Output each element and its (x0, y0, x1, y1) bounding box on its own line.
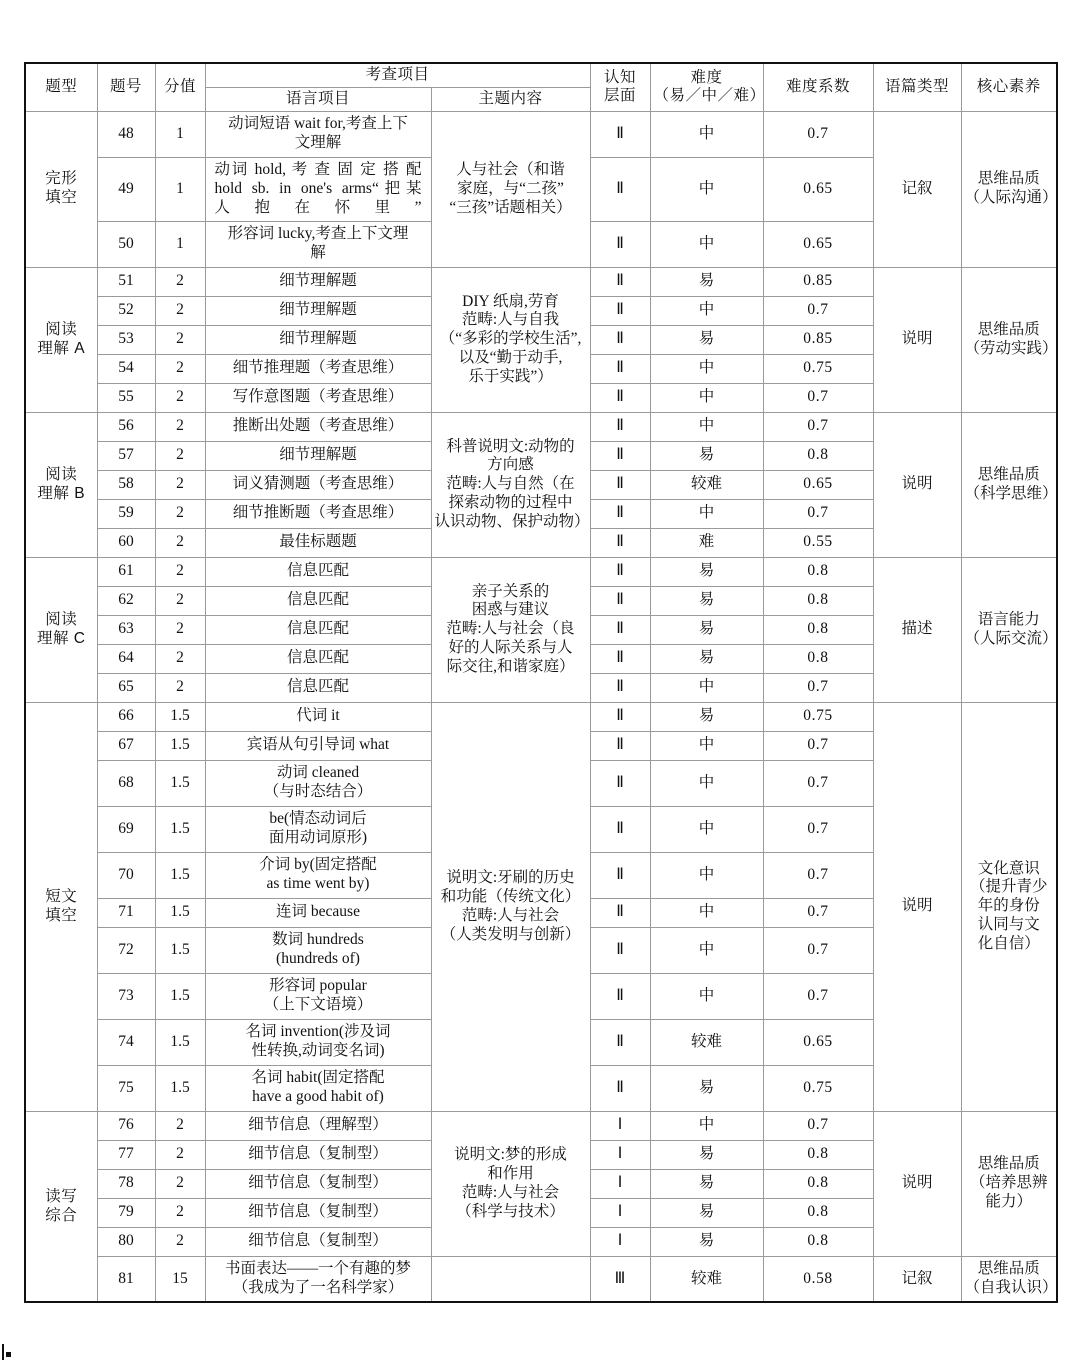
cell-question-number: 81 (97, 1256, 155, 1302)
cell-difficulty-coefficient: 0.75 (763, 1065, 873, 1111)
cell-language-item: 细节信息（复制型） (205, 1198, 431, 1227)
cell-difficulty-coefficient: 0.65 (763, 470, 873, 499)
cell-language-item: 动词 cleaned （与时态结合） (205, 760, 431, 806)
cell-difficulty-coefficient: 0.65 (763, 1019, 873, 1065)
cell-score: 2 (155, 441, 205, 470)
cell-language-item: 动词 hold, 考 查 固 定 搭 配 hold sb. in one's arms“把某 人抱在怀里” (205, 157, 431, 221)
table-header (25, 63, 1057, 111)
cell-cognitive-level: Ⅰ (590, 1111, 650, 1140)
cell-difficulty-coefficient: 0.7 (763, 383, 873, 412)
cell-score: 1.5 (155, 760, 205, 806)
cell-topic-content (431, 1256, 590, 1302)
cell-score: 1.5 (155, 898, 205, 927)
cell-score: 15 (155, 1256, 205, 1302)
cell-difficulty: 中 (650, 760, 763, 806)
table-body (25, 111, 1057, 1302)
cell-difficulty: 易 (650, 702, 763, 731)
cell-difficulty: 中 (650, 731, 763, 760)
header-text-type: 语篇类型 (873, 63, 961, 111)
cell-language-item: 细节推理题（考查思维） (205, 354, 431, 383)
header-cognitive-level-line1: 认知 (604, 68, 637, 86)
cell-question-number: 69 (97, 806, 155, 852)
cell-score: 2 (155, 1111, 205, 1140)
cell-cognitive-level: Ⅱ (590, 1019, 650, 1065)
header-question-number: 题号 (97, 63, 155, 111)
cell-core-literacy: 语言能力 （人际交流） (961, 557, 1057, 702)
cell-question-number: 75 (97, 1065, 155, 1111)
cell-cognitive-level: Ⅱ (590, 528, 650, 557)
cell-score: 2 (155, 354, 205, 383)
header-language-item: 语言项目 (205, 87, 431, 111)
cell-score: 1.5 (155, 731, 205, 760)
exam-analysis-sheet (24, 62, 1056, 1303)
cell-score: 1.5 (155, 1065, 205, 1111)
cell-difficulty: 易 (650, 1227, 763, 1256)
cell-difficulty: 中 (650, 852, 763, 898)
cell-language-item: 细节理解题 (205, 267, 431, 296)
cell-difficulty: 易 (650, 615, 763, 644)
cell-cognitive-level: Ⅱ (590, 702, 650, 731)
cell-score: 1 (155, 157, 205, 221)
header-difficulty-coefficient: 难度系数 (763, 63, 873, 111)
cell-language-item: be(情态动词后 面用动词原形) (205, 806, 431, 852)
cell-question-type: 阅读 理解 B (25, 412, 97, 557)
cell-language-item: 数词 hundreds (hundreds of) (205, 927, 431, 973)
cell-difficulty: 中 (650, 111, 763, 157)
cell-cognitive-level: Ⅱ (590, 157, 650, 221)
cell-cognitive-level: Ⅱ (590, 354, 650, 383)
cell-cognitive-level: Ⅰ (590, 1169, 650, 1198)
cell-cognitive-level: Ⅱ (590, 111, 650, 157)
cell-language-item: 最佳标题题 (205, 528, 431, 557)
cell-question-number: 54 (97, 354, 155, 383)
cell-cognitive-level: Ⅰ (590, 1198, 650, 1227)
cell-language-item: 信息匹配 (205, 673, 431, 702)
cell-language-item: 细节信息（理解型） (205, 1111, 431, 1140)
cell-topic-content: 说明文:梦的形成 和作用 范畴:人与社会 （科学与技术） (431, 1111, 590, 1256)
cell-difficulty: 易 (650, 267, 763, 296)
cell-difficulty-coefficient: 0.7 (763, 673, 873, 702)
cell-score: 1.5 (155, 1019, 205, 1065)
cell-text-type: 说明 (873, 412, 961, 557)
cell-difficulty: 中 (650, 221, 763, 267)
cell-score: 2 (155, 325, 205, 354)
cell-cognitive-level: Ⅱ (590, 499, 650, 528)
cell-difficulty: 中 (650, 354, 763, 383)
cell-score: 1.5 (155, 806, 205, 852)
cell-difficulty: 易 (650, 325, 763, 354)
cell-topic-content: 亲子关系的 困惑与建议 范畴:人与社会（良 好的人际关系与人 际交往,和谐家庭） (431, 557, 590, 702)
cell-question-number: 79 (97, 1198, 155, 1227)
cell-cognitive-level: Ⅱ (590, 296, 650, 325)
cell-difficulty: 易 (650, 1169, 763, 1198)
cell-difficulty-coefficient: 0.8 (763, 1198, 873, 1227)
cell-difficulty-coefficient: 0.7 (763, 499, 873, 528)
cell-cognitive-level: Ⅱ (590, 731, 650, 760)
cell-difficulty-coefficient: 0.55 (763, 528, 873, 557)
cell-difficulty-coefficient: 0.7 (763, 1111, 873, 1140)
header-difficulty-line1: 难度 (690, 68, 723, 86)
cell-text-type: 说明 (873, 702, 961, 1111)
cell-cognitive-level: Ⅱ (590, 644, 650, 673)
cell-difficulty: 难 (650, 528, 763, 557)
cell-cognitive-level: Ⅱ (590, 383, 650, 412)
cell-difficulty: 易 (650, 557, 763, 586)
cell-language-item: 代词 it (205, 702, 431, 731)
cell-cognitive-level: Ⅱ (590, 615, 650, 644)
cell-question-number: 72 (97, 927, 155, 973)
cell-language-item: 信息匹配 (205, 557, 431, 586)
header-cognitive-level-line2: 层面 (604, 87, 637, 105)
cell-difficulty: 易 (650, 1065, 763, 1111)
cell-core-literacy: 思维品质 （人际沟通） (961, 111, 1057, 267)
cell-question-number: 73 (97, 973, 155, 1019)
cell-question-number: 78 (97, 1169, 155, 1198)
cell-language-item: 书面表达——一个有趣的梦 （我成为了一名科学家） (205, 1256, 431, 1302)
cell-difficulty: 中 (650, 1111, 763, 1140)
cell-cognitive-level: Ⅰ (590, 1227, 650, 1256)
header-question-type: 题型 (25, 63, 97, 111)
cell-difficulty-coefficient: 0.65 (763, 221, 873, 267)
cell-difficulty-coefficient: 0.8 (763, 615, 873, 644)
cell-question-number: 60 (97, 528, 155, 557)
cell-cognitive-level: Ⅱ (590, 221, 650, 267)
cell-difficulty: 中 (650, 157, 763, 221)
cell-cognitive-level: Ⅱ (590, 267, 650, 296)
cell-difficulty-coefficient: 0.7 (763, 731, 873, 760)
cell-question-type: 阅读 理解 C (25, 557, 97, 702)
cell-question-type: 阅读 理解 A (25, 267, 97, 412)
cell-cognitive-level: Ⅰ (590, 1140, 650, 1169)
cell-question-number: 63 (97, 615, 155, 644)
cell-score: 1.5 (155, 927, 205, 973)
cell-difficulty: 中 (650, 973, 763, 1019)
cell-score: 2 (155, 586, 205, 615)
header-cognitive-level (590, 63, 650, 111)
cell-topic-content: DIY 纸扇,劳育 范畴:人与自我 （“多彩的学校生活”, 以及“勤于动手, 乐于实践”） (431, 267, 590, 412)
table-row (25, 702, 1057, 731)
cell-language-item: 写作意图题（考查思维） (205, 383, 431, 412)
cell-cognitive-level: Ⅱ (590, 806, 650, 852)
cell-cognitive-level: Ⅱ (590, 325, 650, 354)
cell-score: 2 (155, 470, 205, 499)
cell-difficulty: 中 (650, 412, 763, 441)
cell-cognitive-level: Ⅱ (590, 470, 650, 499)
header-exam-item-group: 考查项目 (205, 63, 590, 87)
cell-score: 2 (155, 673, 205, 702)
cell-topic-content: 科普说明文:动物的 方向感 范畴:人与自然（在 探索动物的过程中 认识动物、保护动物） (431, 412, 590, 557)
cell-language-item: 细节信息（复制型） (205, 1227, 431, 1256)
cell-score: 2 (155, 1198, 205, 1227)
header-score: 分值 (155, 63, 205, 111)
page-corner-mark (6, 1352, 11, 1357)
cell-topic-content: 人与社会（和谐 家庭，与“二孩” “三孩”话题相关） (431, 111, 590, 267)
table-row (25, 1111, 1057, 1140)
cell-score: 2 (155, 615, 205, 644)
cell-difficulty-coefficient: 0.8 (763, 1227, 873, 1256)
cell-language-item: 细节信息（复制型） (205, 1169, 431, 1198)
cell-topic-content: 说明文:牙刷的历史 和功能（传统文化） 范畴:人与社会 （人类发明与创新） (431, 702, 590, 1111)
cell-score: 2 (155, 1227, 205, 1256)
cell-text-type: 说明 (873, 267, 961, 412)
cell-language-item: 细节信息（复制型） (205, 1140, 431, 1169)
cell-score: 2 (155, 383, 205, 412)
cell-language-item: 信息匹配 (205, 586, 431, 615)
cell-question-number: 77 (97, 1140, 155, 1169)
cell-core-literacy: 思维品质 （劳动实践） (961, 267, 1057, 412)
cell-question-number: 68 (97, 760, 155, 806)
header-difficulty-line2: （易／中／难） (653, 87, 766, 105)
cell-cognitive-level: Ⅱ (590, 898, 650, 927)
cell-language-item: 名词 habit(固定搭配 have a good habit of) (205, 1065, 431, 1111)
cell-difficulty-coefficient: 0.8 (763, 644, 873, 673)
cell-difficulty-coefficient: 0.7 (763, 852, 873, 898)
cell-score: 2 (155, 296, 205, 325)
cell-cognitive-level: Ⅱ (590, 441, 650, 470)
cell-language-item: 细节理解题 (205, 296, 431, 325)
cell-score: 2 (155, 412, 205, 441)
cell-language-item: 形容词 lucky,考查上下文理 解 (205, 221, 431, 267)
cell-difficulty-coefficient: 0.7 (763, 973, 873, 1019)
cell-core-literacy: 文化意识 （提升青少 年的身份 认同与文 化自信） (961, 702, 1057, 1111)
cell-question-number: 56 (97, 412, 155, 441)
cell-difficulty: 中 (650, 927, 763, 973)
cell-language-item: 动词短语 wait for,考查上下 文理解 (205, 111, 431, 157)
cell-question-number: 52 (97, 296, 155, 325)
cell-difficulty-coefficient: 0.75 (763, 702, 873, 731)
cell-difficulty-coefficient: 0.85 (763, 267, 873, 296)
cell-cognitive-level: Ⅱ (590, 927, 650, 973)
cell-question-number: 71 (97, 898, 155, 927)
cell-question-number: 74 (97, 1019, 155, 1065)
cell-score: 1.5 (155, 852, 205, 898)
cell-difficulty: 易 (650, 1140, 763, 1169)
cell-difficulty: 较难 (650, 1019, 763, 1065)
cell-question-number: 66 (97, 702, 155, 731)
cell-score: 1.5 (155, 702, 205, 731)
table-row (25, 412, 1057, 441)
cell-difficulty-coefficient: 0.8 (763, 1140, 873, 1169)
cell-cognitive-level: Ⅱ (590, 586, 650, 615)
header-topic-content: 主题内容 (431, 87, 590, 111)
cell-difficulty-coefficient: 0.7 (763, 111, 873, 157)
cell-score: 2 (155, 1140, 205, 1169)
cell-language-item: 名词 invention(涉及词 性转换,动词变名词) (205, 1019, 431, 1065)
header-core-literacy: 核心素养 (961, 63, 1057, 111)
cell-score: 1 (155, 111, 205, 157)
cell-difficulty-coefficient: 0.8 (763, 557, 873, 586)
cell-language-item: 形容词 popular （上下文语境） (205, 973, 431, 1019)
cell-language-item: 连词 because (205, 898, 431, 927)
cell-cognitive-level: Ⅱ (590, 852, 650, 898)
cell-language-item: 词义猜测题（考查思维） (205, 470, 431, 499)
cell-cognitive-level: Ⅱ (590, 760, 650, 806)
cell-cognitive-level: Ⅱ (590, 1065, 650, 1111)
cell-language-item: 细节理解题 (205, 441, 431, 470)
cell-difficulty-coefficient: 0.8 (763, 441, 873, 470)
cell-difficulty-coefficient: 0.7 (763, 296, 873, 325)
cell-question-number: 76 (97, 1111, 155, 1140)
cell-cognitive-level: Ⅱ (590, 557, 650, 586)
cell-question-number: 64 (97, 644, 155, 673)
cell-difficulty-coefficient: 0.7 (763, 412, 873, 441)
page-corner-rule (2, 1344, 4, 1360)
cell-core-literacy: 思维品质 （自我认识） (961, 1256, 1057, 1302)
cell-score: 1 (155, 221, 205, 267)
cell-difficulty: 易 (650, 1198, 763, 1227)
cell-difficulty: 中 (650, 383, 763, 412)
header-difficulty (650, 63, 766, 111)
cell-question-number: 50 (97, 221, 155, 267)
cell-difficulty-coefficient: 0.75 (763, 354, 873, 383)
cell-score: 2 (155, 267, 205, 296)
cell-text-type: 记叙 (873, 111, 961, 267)
table-row (25, 111, 1057, 157)
cell-question-number: 62 (97, 586, 155, 615)
cell-core-literacy: 思维品质 （培养思辨 能力） (961, 1111, 1057, 1256)
cell-cognitive-level: Ⅱ (590, 412, 650, 441)
cell-question-number: 59 (97, 499, 155, 528)
cell-core-literacy: 思维品质 （科学思维） (961, 412, 1057, 557)
table-row (25, 267, 1057, 296)
cell-question-number: 48 (97, 111, 155, 157)
cell-question-type: 完形 填空 (25, 111, 97, 267)
cell-difficulty: 易 (650, 644, 763, 673)
cell-difficulty-coefficient: 0.85 (763, 325, 873, 354)
cell-difficulty-coefficient: 0.8 (763, 1169, 873, 1198)
cell-question-number: 49 (97, 157, 155, 221)
cell-difficulty-coefficient: 0.7 (763, 760, 873, 806)
cell-difficulty: 易 (650, 586, 763, 615)
cell-text-type: 记叙 (873, 1256, 961, 1302)
cell-difficulty-coefficient: 0.58 (763, 1256, 873, 1302)
cell-question-number: 70 (97, 852, 155, 898)
cell-difficulty: 易 (650, 441, 763, 470)
cell-question-number: 58 (97, 470, 155, 499)
cell-language-item: 细节理解题 (205, 325, 431, 354)
cell-cognitive-level: Ⅱ (590, 673, 650, 702)
cell-difficulty-coefficient: 0.7 (763, 927, 873, 973)
cell-cognitive-level: Ⅱ (590, 973, 650, 1019)
cell-difficulty-coefficient: 0.65 (763, 157, 873, 221)
cell-difficulty: 中 (650, 499, 763, 528)
cell-question-type: 短文 填空 (25, 702, 97, 1111)
cell-difficulty: 中 (650, 296, 763, 325)
cell-language-item: 信息匹配 (205, 615, 431, 644)
cell-text-type: 描述 (873, 557, 961, 702)
cell-question-number: 53 (97, 325, 155, 354)
cell-score: 2 (155, 557, 205, 586)
cell-score: 2 (155, 644, 205, 673)
cell-difficulty: 中 (650, 898, 763, 927)
cell-score: 2 (155, 1169, 205, 1198)
cell-question-number: 57 (97, 441, 155, 470)
cell-question-number: 65 (97, 673, 155, 702)
cell-cognitive-level: Ⅲ (590, 1256, 650, 1302)
cell-language-item: 信息匹配 (205, 644, 431, 673)
cell-score: 2 (155, 528, 205, 557)
cell-question-number: 80 (97, 1227, 155, 1256)
cell-difficulty: 较难 (650, 470, 763, 499)
cell-difficulty-coefficient: 0.7 (763, 898, 873, 927)
cell-language-item: 宾语从句引导词 what (205, 731, 431, 760)
cell-language-item: 推断出处题（考查思维） (205, 412, 431, 441)
cell-score: 1.5 (155, 973, 205, 1019)
cell-difficulty: 较难 (650, 1256, 763, 1302)
table-row (25, 1256, 1057, 1302)
cell-text-type: 说明 (873, 1111, 961, 1256)
cell-difficulty-coefficient: 0.7 (763, 806, 873, 852)
cell-question-number: 55 (97, 383, 155, 412)
cell-language-item: 细节推断题（考查思维） (205, 499, 431, 528)
header-row-1 (25, 63, 1057, 87)
cell-difficulty-coefficient: 0.8 (763, 586, 873, 615)
cell-question-number: 61 (97, 557, 155, 586)
table-row (25, 557, 1057, 586)
cell-question-number: 51 (97, 267, 155, 296)
cell-question-type: 读写 综合 (25, 1111, 97, 1302)
cell-question-number: 67 (97, 731, 155, 760)
exam-analysis-table (24, 62, 1058, 1303)
cell-difficulty: 中 (650, 806, 763, 852)
cell-difficulty: 中 (650, 673, 763, 702)
cell-language-item: 介词 by(固定搭配 as time went by) (205, 852, 431, 898)
cell-score: 2 (155, 499, 205, 528)
